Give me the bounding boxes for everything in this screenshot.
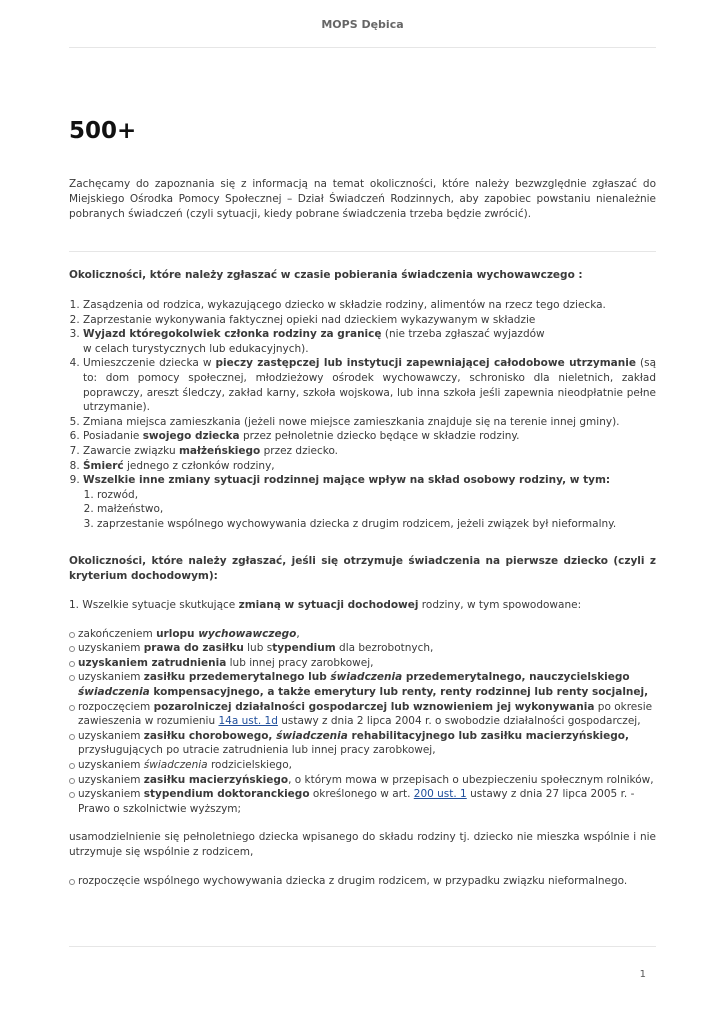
list-item: 4. Umieszczenie dziecka w pieczy zastępczej lub instytucji zapewniającej całodobowe utrzymanie (są to: dom pomocy społecznej, młodzieżowy ośrodek wychowawczy, schronisko dla nieletnich, zakład poprawczy, areszt śledczy, zakład karny, szkoła wojskowa, lub inna szkoła jeśli zapewnia nieodpłatnie pełne utrzymanie). (83, 356, 656, 414)
sub-list (83, 488, 656, 532)
list-item: uzyskaniem zatrudnienia lub innej pracy zarobkowej, (69, 656, 656, 671)
sub-list-item: 3. zaprzestanie wspólnego wychowywania dziecka z drugim rodzicem, jeżeli związek był nieformalny. (97, 517, 656, 532)
list-item: 8. Śmierć jednego z członków rodziny, (83, 459, 656, 474)
page-title: 500+ (69, 118, 137, 144)
list-item: 5. Zmiana miejsca zamieszkania (jeżeli nowe miejsce zamieszkania znajduje się na terenie innej gminy). (83, 415, 656, 430)
sub-list-item: 2. małżeństwo, (97, 502, 656, 517)
page-number: 1 (639, 969, 646, 980)
list-item: uzyskaniem stypendium doktoranckiego określonego w art. 200 ust. 1 ustawy z dnia 27 lipca 2005 r. - Prawo o szkolnictwie wyższym; (69, 787, 656, 816)
footer-divider (69, 946, 656, 947)
section2-heading: Okoliczności, które należy zgłaszać, jeśli się otrzymuje świadczenia na pierwsze dziecko (czyli z kryterium dochodowym): (69, 555, 656, 582)
section1-list (69, 298, 656, 532)
list-item: 7. Zawarcie związku małżeńskiego przez dziecko. (83, 444, 656, 459)
list-item: uzyskaniem zasiłku przedemerytalnego lub świadczenia przedemerytalnego, nauczycielskiego świadczenia kompensacyjnego, a także emerytury lub renty, renty rodzinnej lub renty socjalnej, (69, 670, 656, 699)
income-change-intro: 1. Wszelkie sytuacje skutkujące zmianą w sytuacji dochodowej rodziny, w tym spowodowane: (69, 599, 582, 611)
list-item: rozpoczęciem pozarolniczej działalności gospodarczej lub wznowieniem jej wykonywania po okresie zawieszenia w rozumieniu 14a ust. 1d ustawy z dnia 2 lipca 2004 r. o swobodzie działalności gospodarczej, (69, 700, 656, 729)
cohabitation-list (69, 874, 656, 889)
law-reference-link[interactable]: 14a ust. 1d (218, 715, 278, 728)
list-item: 1. Zasądzenia od rodzica, wykazującego dziecko w składzie rodziny, alimentów na rzecz tego dziecka. (83, 298, 656, 313)
list-item: 9. Wszelkie inne zmiany sytuacji rodzinnej mające wpływ na skład osobowy rodziny, w tym: 1. rozwód, 2. małżeństwo, 3. zaprzestanie wspólnego wychowywania dziecka z drugim rodzicem, jeżeli związek był nieformalny. (83, 473, 656, 531)
list-item: rozpoczęcie wspólnego wychowywania dziecka z drugim rodzicem, w przypadku związku nieformalnego. (69, 874, 656, 889)
list-item: zakończeniem urlopu wychowawczego, (69, 627, 656, 642)
site-title: MOPS Dębica (321, 18, 404, 31)
list-item: 3. Wyjazd któregokolwiek członka rodziny za granicę (nie trzeba zgłaszać wyjazdów w celach turystycznych lub edukacyjnych). (83, 327, 656, 356)
independence-paragraph: usamodzielnienie się pełnoletniego dziecka wpisanego do składu rodziny tj. dziecko nie mieszka wspólnie i nie utrzymuje się wspólnie z rodzicem, (69, 831, 656, 859)
list-item: uzyskaniem zasiłku macierzyńskiego, o którym mowa w przepisach o ubezpieczeniu społecznym rolników, (69, 773, 656, 788)
header-divider (69, 47, 656, 48)
section-divider (69, 251, 656, 252)
section-reporting-during-benefit (69, 268, 656, 532)
section1-heading: Okoliczności, które należy zgłaszać w czasie pobierania świadczenia wychowawczego : (69, 269, 583, 281)
section-income-criterion (69, 554, 656, 889)
list-item: 6. Posiadanie swojego dziecka przez pełnoletnie dziecko będące w składzie rodziny. (83, 429, 656, 444)
intro-paragraph: Zachęcamy do zapoznania się z informacją na temat okoliczności, które należy bezwzględnie zgłaszać do Miejskiego Ośrodka Pomocy Społecznej – Dział Świadczeń Rodzinnych, aby zapobiec powstaniu nienależnie pobranych świadczeń (czyli sytuacji, kiedy pobrane świadczenia trzeba będzie zwrócić). (69, 178, 656, 220)
list-item: uzyskaniem zasiłku chorobowego, świadczenia rehabilitacyjnego lub zasiłku macierzyńskiego, przysługujących po utracie zatrudnienia lub innej pracy zarobkowej, (69, 729, 656, 758)
list-item: uzyskaniem świadczenia rodzicielskiego, (69, 758, 656, 773)
list-item: uzyskaniem prawa do zasiłku lub stypendium dla bezrobotnych, (69, 641, 656, 656)
list-item: 2. Zaprzestanie wykonywania faktycznej opieki nad dzieckiem wykazywanym w składzie (83, 313, 656, 328)
income-change-list (69, 627, 656, 817)
law-reference-link[interactable]: 200 ust. 1 (413, 788, 467, 801)
sub-list-item: 1. rozwód, (97, 488, 656, 503)
